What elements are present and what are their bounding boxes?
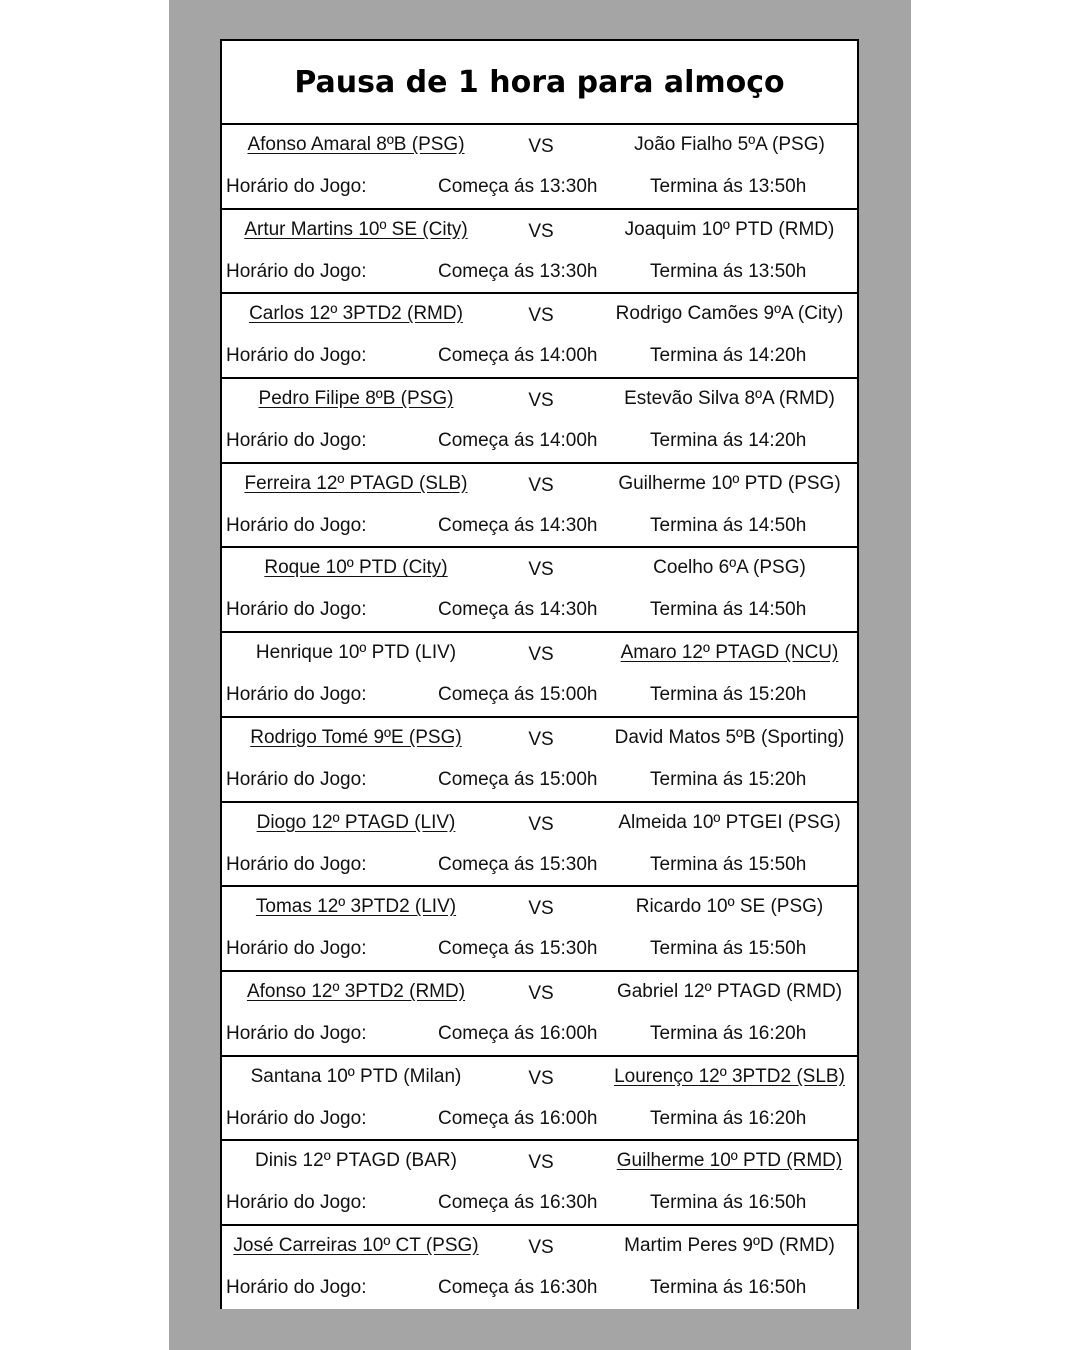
game-time-label: Horário do Jogo: xyxy=(226,768,367,790)
start-time: Começa ás 15:30h xyxy=(438,938,598,960)
home-team: Afonso Amaral 8ºB (PSG) xyxy=(247,134,465,155)
match-row xyxy=(222,1141,857,1226)
end-time: Termina ás 15:50h xyxy=(650,853,807,875)
match-row xyxy=(222,379,857,464)
end-time: Termina ás 14:20h xyxy=(650,345,807,367)
vs-label: VS xyxy=(528,898,554,920)
away-team: David Matos 5ºB (Sporting) xyxy=(614,726,845,748)
away-team: Joaquim 10º PTD (RMD) xyxy=(624,218,835,240)
home-team: Rodrigo Tomé 9ºE (PSG) xyxy=(250,726,462,748)
game-time-label: Horário do Jogo: xyxy=(226,1022,367,1044)
vs-label: VS xyxy=(528,220,554,242)
away-team: Guilherme 10º PTD (PSG) xyxy=(618,472,841,494)
end-time: Termina ás 15:20h xyxy=(650,684,807,706)
game-time-label: Horário do Jogo: xyxy=(226,345,367,367)
home-team: José Carreiras 10º CT (PSG) xyxy=(233,1234,479,1256)
game-time-label: Horário do Jogo: xyxy=(226,853,367,875)
end-time: Termina ás 15:50h xyxy=(650,938,807,960)
home-team: Afonso 12º 3PTD2 (RMD) xyxy=(246,980,466,1002)
end-time: Termina ás 16:50h xyxy=(650,1276,807,1298)
match-row xyxy=(222,125,857,210)
start-time: Começa ás 13:30h xyxy=(438,176,598,197)
away-team: Lourenço 12º 3PTD2 (SLB) xyxy=(614,1065,845,1087)
match-list xyxy=(222,125,857,1309)
page-title: Pausa de 1 hora para almoço xyxy=(294,64,785,100)
away-team: Gabriel 12º PTAGD (RMD) xyxy=(616,980,843,1002)
start-time: Começa ás 16:00h xyxy=(438,1107,598,1129)
end-time: Termina ás 16:20h xyxy=(650,1022,807,1044)
match-row xyxy=(222,633,857,718)
vs-label: VS xyxy=(528,982,554,1004)
vs-label: VS xyxy=(528,644,554,666)
away-team: Guilherme 10º PTD (RMD) xyxy=(616,1150,843,1172)
start-time: Começa ás 14:00h xyxy=(438,345,598,367)
home-team: Santana 10º PTD (Milan) xyxy=(250,1065,462,1087)
away-team: Amaro 12º PTAGD (NCU) xyxy=(620,642,839,664)
home-team: Henrique 10º PTD (LIV) xyxy=(255,642,457,664)
match-row xyxy=(222,210,857,295)
home-team: Carlos 12º 3PTD2 (RMD) xyxy=(249,303,463,325)
away-team: João Fialho 5ºA (PSG) xyxy=(634,134,825,155)
end-time: Termina ás 15:20h xyxy=(650,768,807,790)
end-time: Termina ás 16:20h xyxy=(650,1107,807,1129)
vs-label: VS xyxy=(528,728,554,750)
vs-label: VS xyxy=(528,474,554,496)
match-row xyxy=(222,718,857,803)
home-team: Pedro Filipe 8ºB (PSG) xyxy=(258,388,454,410)
vs-label: VS xyxy=(528,305,554,327)
match-row xyxy=(222,887,857,972)
home-team: Roque 10º PTD (City) xyxy=(264,557,448,579)
end-time: Termina ás 13:50h xyxy=(650,176,807,197)
end-time: Termina ás 14:50h xyxy=(650,599,807,621)
away-team: Almeida 10º PTGEI (PSG) xyxy=(618,811,841,833)
home-team: Artur Martins 10º SE (City) xyxy=(244,218,468,240)
start-time: Começa ás 16:30h xyxy=(438,1192,598,1214)
home-team: Tomas 12º 3PTD2 (LIV) xyxy=(255,896,457,918)
vs-label: VS xyxy=(528,1236,554,1258)
game-time-label: Horário do Jogo: xyxy=(226,260,367,282)
away-team: Martim Peres 9ºD (RMD) xyxy=(624,1234,835,1256)
game-time-label: Horário do Jogo: xyxy=(226,514,367,536)
start-time: Começa ás 14:30h xyxy=(438,514,598,536)
start-time: Começa ás 15:00h xyxy=(438,768,598,790)
match-row xyxy=(222,972,857,1057)
home-team: Ferreira 12º PTAGD (SLB) xyxy=(244,472,468,494)
vs-label: VS xyxy=(528,136,554,157)
away-team: Coelho 6ºA (PSG) xyxy=(653,557,806,579)
game-time-label: Horário do Jogo: xyxy=(226,938,367,960)
vs-label: VS xyxy=(528,1067,554,1089)
game-time-label: Horário do Jogo: xyxy=(226,599,367,621)
start-time: Começa ás 15:00h xyxy=(438,684,598,706)
end-time: Termina ás 14:50h xyxy=(650,514,807,536)
home-team: Dinis 12º PTAGD (BAR) xyxy=(255,1150,457,1172)
title-row xyxy=(222,41,857,125)
vs-label: VS xyxy=(528,813,554,835)
start-time: Começa ás 16:30h xyxy=(438,1276,598,1298)
match-row xyxy=(222,803,857,888)
away-team: Ricardo 10º SE (PSG) xyxy=(635,896,824,918)
game-time-label: Horário do Jogo: xyxy=(226,176,367,197)
vs-label: VS xyxy=(528,1152,554,1174)
start-time: Começa ás 16:00h xyxy=(438,1022,598,1044)
end-time: Termina ás 14:20h xyxy=(650,430,807,452)
home-team: Diogo 12º PTAGD (LIV) xyxy=(256,811,456,833)
match-row xyxy=(222,294,857,379)
game-time-label: Horário do Jogo: xyxy=(226,1276,367,1298)
game-time-label: Horário do Jogo: xyxy=(226,1192,367,1214)
end-time: Termina ás 13:50h xyxy=(650,260,807,282)
away-team: Estevão Silva 8ºA (RMD) xyxy=(624,388,835,410)
away-team: Rodrigo Camões 9ºA (City) xyxy=(615,303,844,325)
end-time: Termina ás 16:50h xyxy=(650,1192,807,1214)
vs-label: VS xyxy=(528,390,554,412)
match-row xyxy=(222,548,857,633)
game-time-label: Horário do Jogo: xyxy=(226,430,367,452)
start-time: Começa ás 13:30h xyxy=(438,260,598,282)
match-row xyxy=(222,1057,857,1142)
match-row xyxy=(222,464,857,549)
schedule-sheet xyxy=(220,39,859,1309)
game-time-label: Horário do Jogo: xyxy=(226,1107,367,1129)
match-row xyxy=(222,1226,857,1309)
game-time-label: Horário do Jogo: xyxy=(226,684,367,706)
start-time: Começa ás 15:30h xyxy=(438,853,598,875)
start-time: Começa ás 14:00h xyxy=(438,430,598,452)
vs-label: VS xyxy=(528,559,554,581)
start-time: Começa ás 14:30h xyxy=(438,599,598,621)
